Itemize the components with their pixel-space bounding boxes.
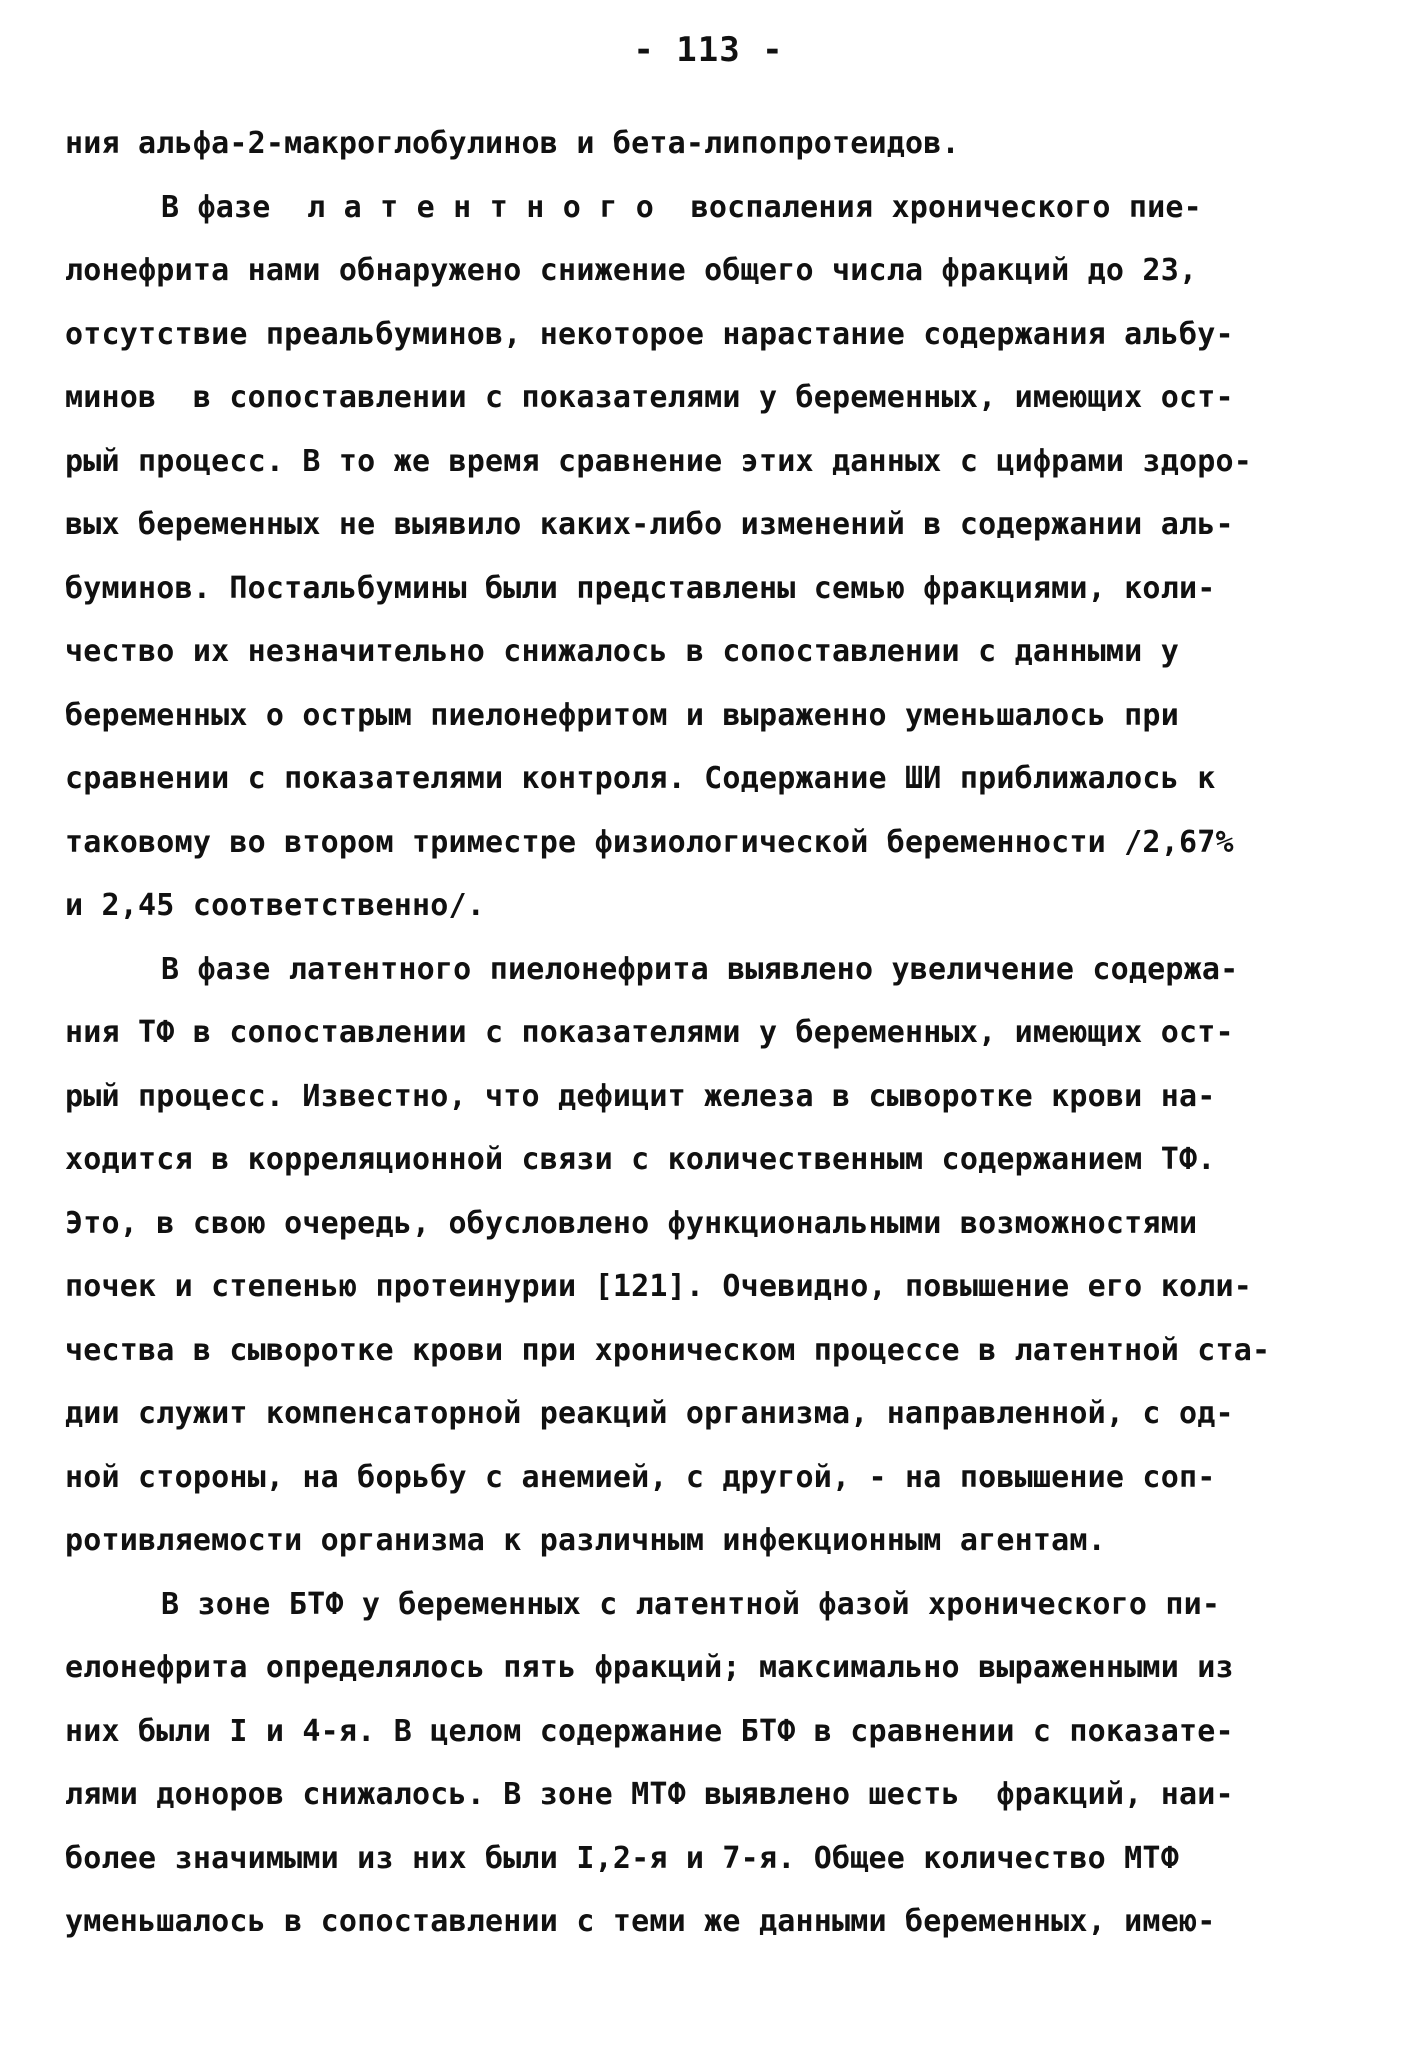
text-line: рый процесс. Известно, что дефицит железа в сыворотке крови на- xyxy=(65,1078,1216,1114)
text-line: ния альфа-2-макроглобулинов и бета-липопротеидов. xyxy=(65,126,960,161)
text-line: вых беременных не выявило каких-либо изменений в содержании аль- xyxy=(65,507,1234,542)
text-line: елонефрита определялось пять фракций; максимально выраженными из xyxy=(65,1650,1234,1685)
text-line: беременных о острым пиелонефритом и выраженно уменьшалось при xyxy=(65,697,1179,733)
text-line: ходится в корреляционной связи с количественным содержанием ТФ. xyxy=(65,1142,1216,1177)
text-line: уменьшалось в сопоставлении с теми же данными беременных, имею- xyxy=(65,1904,1216,1939)
body-text xyxy=(65,112,1375,1954)
text-line: чество их незначительно снижалось в сопоставлении с данными у xyxy=(65,634,1179,669)
text-line: более значимыми из них были I,2-я и 7-я. Общее количество МТФ xyxy=(65,1840,1179,1876)
text-line: ной стороны, на борьбу с анемией, с другой, - на повышение соп- xyxy=(65,1459,1216,1495)
text-line: буминов. Постальбумины были представлены семью фракциями, коли- xyxy=(65,570,1216,606)
text-line: лонефрита нами обнаружено снижение общего числа фракций до 23, xyxy=(65,253,1198,288)
text-line: Это, в свою очередь, обусловлено функциональными возможностями xyxy=(65,1205,1198,1241)
text-line: В фазе л а т е н т н о г о воспаления хронического пие- xyxy=(161,189,1202,225)
text-line: ротивляемости организма к различным инфекционным агентам. xyxy=(65,1523,1106,1558)
text-line: них были I и 4-я. В целом содержание БТФ в сравнении с показате- xyxy=(65,1713,1234,1749)
text-line: почек и степенью протеинурии [121]. Очевидно, повышение его коли- xyxy=(65,1269,1252,1304)
text-line: В фазе латентного пиелонефрита выявлено увеличение содержа- xyxy=(161,951,1239,987)
text-line: ния ТФ в сопоставлении с показателями у беременных, имеющих ост- xyxy=(65,1015,1234,1050)
text-line: рый процесс. В то же время сравнение этих данных с цифрами здоро- xyxy=(65,443,1252,479)
text-line: дии служит компенсаторной реакций организма, направленной, с од- xyxy=(65,1396,1234,1431)
text-line: лями доноров снижалось. В зоне МТФ выявлено шесть фракций, наи- xyxy=(65,1777,1234,1812)
text-line: и 2,45 соответственно/. xyxy=(65,888,486,923)
text-line: В зоне БТФ у беременных с латентной фазой хронического пи- xyxy=(161,1586,1221,1622)
page-number: - 113 - xyxy=(633,30,784,70)
text-line: таковому во втором триместре физиологической беременности /2,67% xyxy=(65,824,1234,860)
text-line: отсутствие преальбуминов, некоторое нарастание содержания альбу- xyxy=(65,316,1234,352)
text-line: сравнении с показателями контроля. Содержание ШИ приближалось к xyxy=(65,761,1216,796)
text-line: чества в сыворотке крови при хроническом процессе в латентной ста- xyxy=(65,1332,1271,1368)
text-line: минов в сопоставлении с показателями у беременных, имеющих ост- xyxy=(65,380,1234,415)
